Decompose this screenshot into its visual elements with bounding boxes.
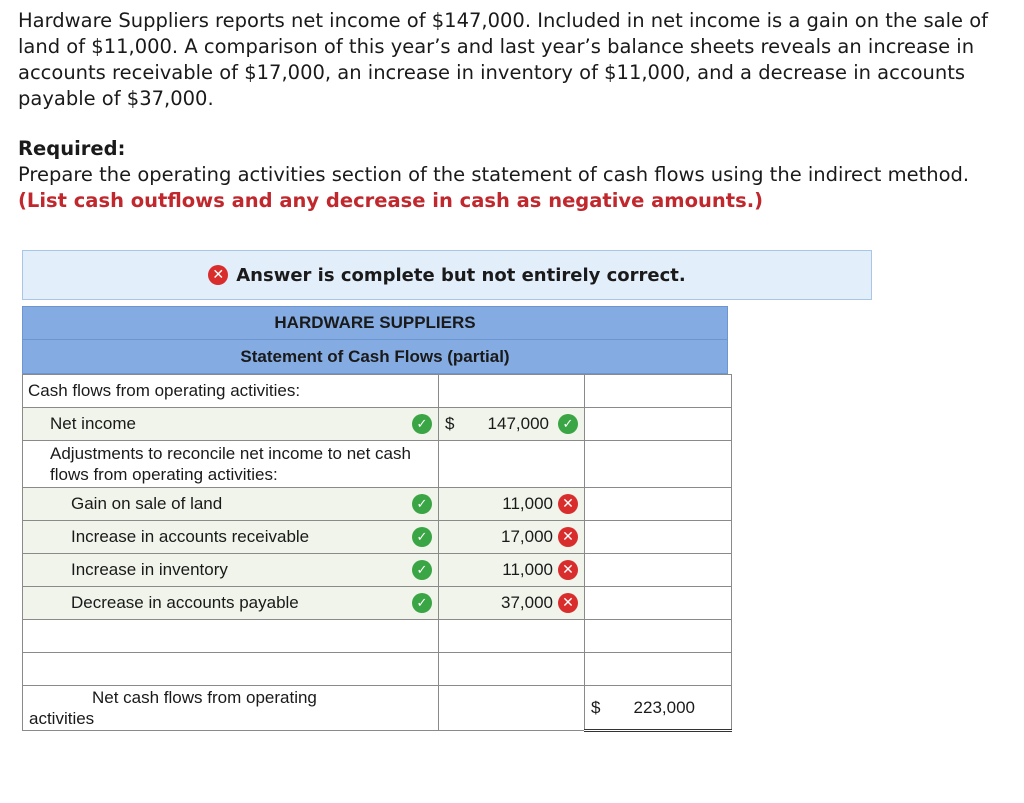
adjustment-label-accounts-payable[interactable]: Decrease in accounts payable: [71, 593, 299, 612]
adjustment-amount-gain-on-land[interactable]: 11,000: [502, 494, 553, 513]
check-icon: ✓: [412, 494, 432, 514]
table-row: [23, 441, 732, 488]
x-circle-icon: ✕: [558, 593, 578, 613]
net-income-amount[interactable]: 147,000: [487, 414, 549, 433]
cash-flow-table: [22, 374, 732, 732]
adjustment-label-inventory[interactable]: Increase in inventory: [71, 560, 228, 579]
net-cash-label: [23, 687, 438, 729]
adjustment-label-accounts-receivable[interactable]: Increase in accounts receivable: [71, 527, 310, 546]
empty-amount-input[interactable]: [439, 653, 585, 686]
net-income-label[interactable]: Net income: [50, 414, 136, 433]
answer-status-banner: [22, 250, 872, 300]
table-row: [23, 686, 732, 731]
table-row: [23, 554, 732, 587]
empty-label-input[interactable]: [23, 620, 439, 653]
table-row: [23, 375, 732, 408]
x-circle-icon: ✕: [208, 265, 228, 285]
adjustments-label-text: Adjustments to reconcile net income to net cash flows from operating activities:: [50, 444, 411, 484]
x-circle-icon: ✕: [558, 494, 578, 514]
check-icon: ✓: [412, 527, 432, 547]
adjustment-label-gain-on-land[interactable]: Gain on sale of land: [71, 494, 223, 513]
check-icon: ✓: [558, 414, 578, 434]
cash-flow-statement: [22, 306, 728, 732]
problem-paragraph: Hardware Suppliers reports net income of $147,000. Included in net income is a gain on the sale of land of $11,000. A comparison of this year’s and last year’s balance sheets reveals an increase in accounts receivable of $17,000, an increase in inventory of $11,000, and a decrease in accounts payable of $37,000.: [18, 9, 989, 110]
problem-text: [18, 8, 1008, 214]
answer-status-text: Answer is complete but not entirely correct.: [236, 264, 686, 286]
table-row: [23, 653, 732, 686]
currency-symbol: $: [445, 414, 455, 433]
statement-title: Statement of Cash Flows (partial): [22, 340, 728, 374]
adjustment-amount-inventory[interactable]: 11,000: [502, 560, 553, 579]
company-name: HARDWARE SUPPLIERS: [22, 306, 728, 340]
table-row: [23, 521, 732, 554]
adjustments-label: [23, 441, 438, 487]
empty-label-input[interactable]: [23, 653, 439, 686]
adjustment-amount-accounts-receivable[interactable]: 17,000: [501, 527, 553, 546]
check-icon: ✓: [412, 560, 432, 580]
currency-symbol: $: [591, 697, 601, 717]
net-cash-label-line1: Net cash flows from operating: [92, 688, 317, 707]
table-row: [23, 620, 732, 653]
adjustment-amount-accounts-payable[interactable]: 37,000: [501, 593, 553, 612]
net-cash-label-line2: activities: [29, 709, 95, 728]
instruction-note: (List cash outflows and any decrease in cash as negative amounts.): [18, 189, 764, 212]
table-row: [23, 587, 732, 620]
x-circle-icon: ✕: [558, 527, 578, 547]
check-icon: ✓: [412, 593, 432, 613]
required-heading: Required:: [18, 137, 126, 160]
net-cash-amount[interactable]: 223,000: [633, 697, 695, 717]
table-row: [23, 488, 732, 521]
table-row: [23, 408, 732, 441]
instruction-text: Prepare the operating activities section of the statement of cash flows using the indirect method.: [18, 163, 970, 186]
empty-amount-input[interactable]: [439, 620, 585, 653]
x-circle-icon: ✕: [558, 560, 578, 580]
check-icon: ✓: [412, 414, 432, 434]
section-label: Cash flows from operating activities:: [28, 381, 301, 400]
